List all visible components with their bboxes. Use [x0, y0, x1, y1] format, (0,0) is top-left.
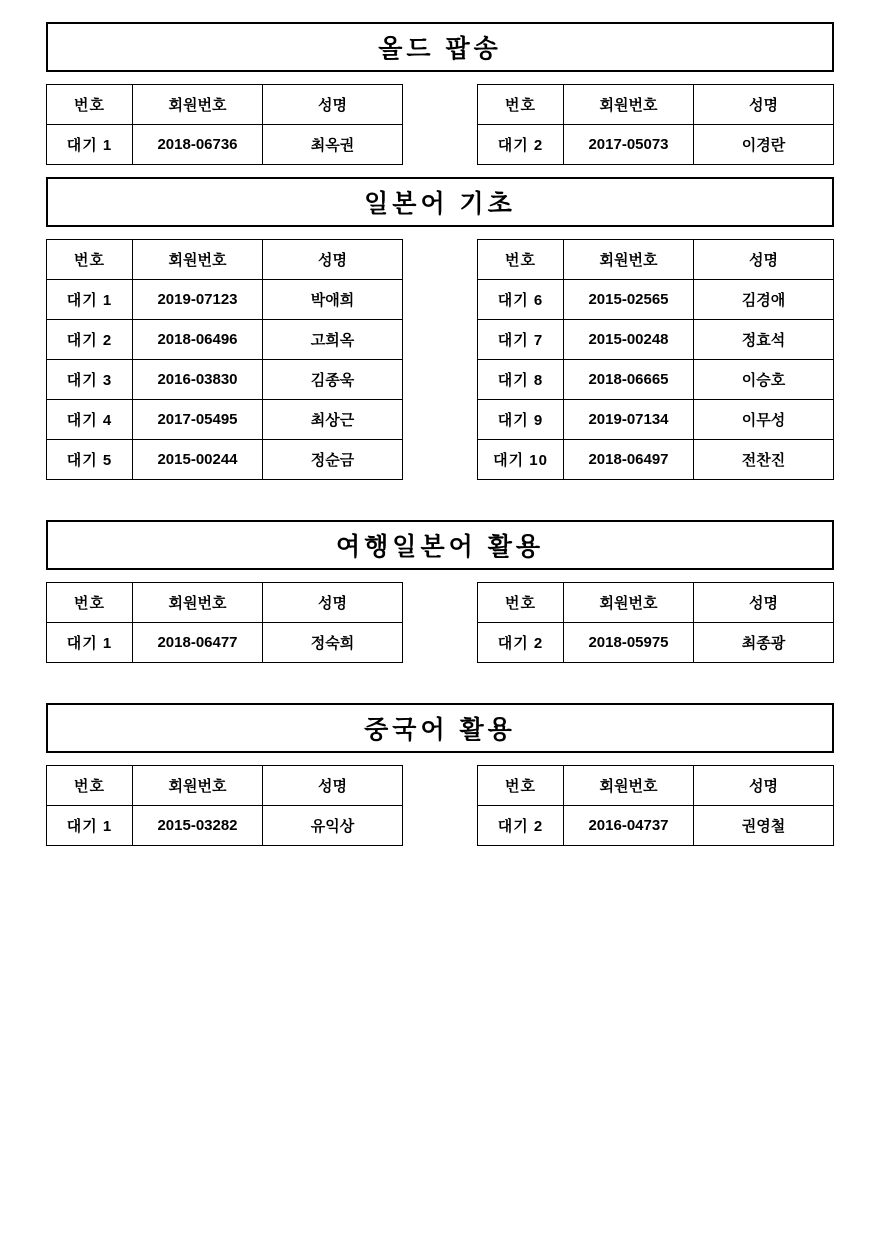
spacer: [46, 570, 834, 582]
table-row: [47, 400, 403, 440]
table-row: [478, 280, 834, 320]
course-title: 일본어 기초: [46, 177, 834, 227]
waitlist-table: [46, 765, 403, 846]
column-header-name: 성명: [263, 766, 403, 806]
cell-member-id: 2018-06736: [133, 125, 263, 165]
cell-member-name: 권영철: [694, 806, 834, 846]
column-header-number: 번호: [47, 240, 133, 280]
cell-member-name: 김경애: [694, 280, 834, 320]
table-row: [478, 806, 834, 846]
table-row: [47, 623, 403, 663]
cell-member-name: 이승호: [694, 360, 834, 400]
spacer: [46, 480, 834, 520]
tables-row: [46, 84, 834, 165]
column-header-name: 성명: [694, 766, 834, 806]
cell-member-id: 2015-03282: [133, 806, 263, 846]
cell-waiting-number: 대기 10: [478, 440, 564, 480]
column-header-member-id: 회원번호: [133, 766, 263, 806]
column-header-member-id: 회원번호: [133, 240, 263, 280]
cell-waiting-number: 대기 2: [478, 806, 564, 846]
cell-member-name: 최종광: [694, 623, 834, 663]
cell-member-name: 정숙희: [263, 623, 403, 663]
waitlist-table: [46, 582, 403, 663]
cell-member-name: 전찬진: [694, 440, 834, 480]
cell-waiting-number: 대기 4: [47, 400, 133, 440]
table-row: [478, 400, 834, 440]
waitlist-table: [46, 239, 403, 480]
cell-waiting-number: 대기 7: [478, 320, 564, 360]
cell-member-id: 2015-02565: [564, 280, 694, 320]
table-row: [47, 360, 403, 400]
course-section: [46, 520, 834, 703]
table-header-row: [47, 583, 403, 623]
course-title: 올드 팝송: [46, 22, 834, 72]
spacer: [46, 72, 834, 84]
cell-member-id: 2018-06496: [133, 320, 263, 360]
cell-member-name: 이무성: [694, 400, 834, 440]
cell-waiting-number: 대기 8: [478, 360, 564, 400]
table-row: [478, 623, 834, 663]
cell-waiting-number: 대기 6: [478, 280, 564, 320]
waitlist-table: [477, 84, 834, 165]
table-row: [47, 125, 403, 165]
course-title: 중국어 활용: [46, 703, 834, 753]
spacer: [46, 846, 834, 886]
column-header-member-id: 회원번호: [564, 583, 694, 623]
cell-waiting-number: 대기 2: [478, 125, 564, 165]
cell-member-id: 2018-06477: [133, 623, 263, 663]
cell-waiting-number: 대기 3: [47, 360, 133, 400]
cell-member-name: 최옥권: [263, 125, 403, 165]
column-header-number: 번호: [478, 583, 564, 623]
cell-member-id: 2018-06665: [564, 360, 694, 400]
column-header-member-id: 회원번호: [133, 85, 263, 125]
table-row: [478, 320, 834, 360]
course-title: 여행일본어 활용: [46, 520, 834, 570]
spacer: [46, 753, 834, 765]
cell-member-id: 2019-07123: [133, 280, 263, 320]
spacer: [46, 227, 834, 239]
table-header-row: [478, 240, 834, 280]
column-header-name: 성명: [694, 240, 834, 280]
cell-waiting-number: 대기 1: [47, 125, 133, 165]
column-header-name: 성명: [263, 85, 403, 125]
cell-member-name: 정효석: [694, 320, 834, 360]
cell-member-name: 최상근: [263, 400, 403, 440]
cell-member-id: 2015-00248: [564, 320, 694, 360]
course-section: [46, 177, 834, 520]
cell-member-name: 유익상: [263, 806, 403, 846]
cell-waiting-number: 대기 1: [47, 806, 133, 846]
cell-waiting-number: 대기 1: [47, 280, 133, 320]
cell-member-id: 2017-05495: [133, 400, 263, 440]
column-header-number: 번호: [478, 766, 564, 806]
table-header-row: [478, 583, 834, 623]
cell-member-name: 이경란: [694, 125, 834, 165]
column-header-number: 번호: [478, 85, 564, 125]
waitlist-table: [477, 239, 834, 480]
table-header-row: [478, 85, 834, 125]
cell-member-id: 2019-07134: [564, 400, 694, 440]
waitlist-table: [46, 84, 403, 165]
course-section: [46, 703, 834, 886]
waitlist-table: [477, 765, 834, 846]
cell-member-id: 2016-03830: [133, 360, 263, 400]
tables-row: [46, 765, 834, 846]
waitlist-table: [477, 582, 834, 663]
cell-waiting-number: 대기 1: [47, 623, 133, 663]
cell-member-id: 2015-00244: [133, 440, 263, 480]
cell-member-name: 정순금: [263, 440, 403, 480]
column-header-name: 성명: [263, 240, 403, 280]
table-row: [478, 440, 834, 480]
table-header-row: [478, 766, 834, 806]
spacer: [46, 165, 834, 177]
cell-member-id: 2017-05073: [564, 125, 694, 165]
table-row: [47, 806, 403, 846]
column-header-name: 성명: [694, 583, 834, 623]
table-header-row: [47, 766, 403, 806]
column-header-number: 번호: [478, 240, 564, 280]
sections-container: [46, 22, 834, 886]
column-header-name: 성명: [263, 583, 403, 623]
cell-member-id: 2018-05975: [564, 623, 694, 663]
column-header-member-id: 회원번호: [564, 85, 694, 125]
spacer: [46, 663, 834, 703]
cell-member-id: 2016-04737: [564, 806, 694, 846]
column-header-name: 성명: [694, 85, 834, 125]
tables-row: [46, 582, 834, 663]
table-row: [47, 320, 403, 360]
column-header-member-id: 회원번호: [564, 766, 694, 806]
tables-row: [46, 239, 834, 480]
column-header-number: 번호: [47, 583, 133, 623]
cell-waiting-number: 대기 2: [47, 320, 133, 360]
cell-member-id: 2018-06497: [564, 440, 694, 480]
column-header-number: 번호: [47, 85, 133, 125]
course-section: [46, 22, 834, 177]
table-header-row: [47, 240, 403, 280]
cell-waiting-number: 대기 9: [478, 400, 564, 440]
cell-member-name: 김종욱: [263, 360, 403, 400]
column-header-member-id: 회원번호: [133, 583, 263, 623]
cell-member-name: 고희옥: [263, 320, 403, 360]
cell-waiting-number: 대기 2: [478, 623, 564, 663]
cell-waiting-number: 대기 5: [47, 440, 133, 480]
column-header-number: 번호: [47, 766, 133, 806]
table-row: [478, 125, 834, 165]
table-row: [47, 440, 403, 480]
column-header-member-id: 회원번호: [564, 240, 694, 280]
cell-member-name: 박애희: [263, 280, 403, 320]
table-row: [47, 280, 403, 320]
table-header-row: [47, 85, 403, 125]
table-row: [478, 360, 834, 400]
